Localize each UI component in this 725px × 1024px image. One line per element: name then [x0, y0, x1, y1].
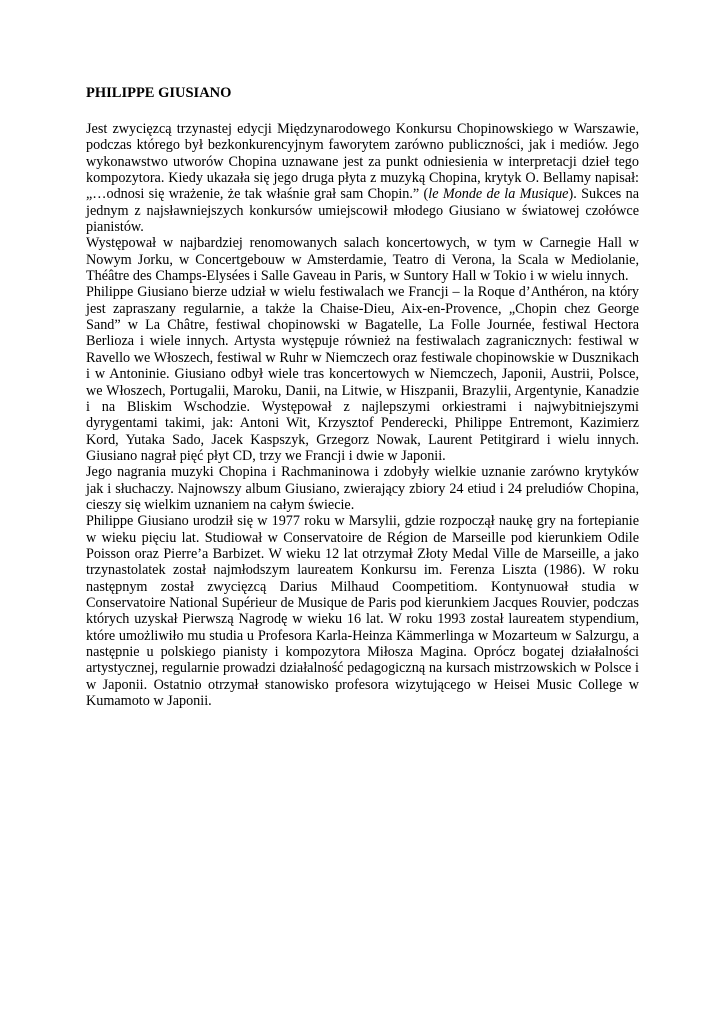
document-title: PHILIPPE GIUSIANO [86, 85, 232, 101]
paragraph-text: Jest zwycięzcą trzynastej edycji Międzynarodowego Konkursu Chopinowskiego w Warszawie, podczas którego był bezkonkurencyjnym faworytem zarówno publiczności, jak i mediów. Jego wykonawstwo utworów Chopina uznawane jest za punkt odniesienia w interpretacji dzieł tego kompozytora. Kiedy ukazała się jego druga płyta z muzyką Chopina, krytyk O. Bellamy napisał: „…odnosi się wrażenie, że tak właśnie grał sam Chopin.” ( [86, 121, 639, 203]
paragraph-education: Philippe Giusiano urodził się w 1977 roku w Marsylii, gdzie rozpoczął naukę gry na fortepianie w wieku pięciu lat. Studiował w Conservatoire de Région de Marseille pod kierunkiem Odile Poisson oraz Pierre’a Barbizet. W wieku 12 lat otrzymał Złoty Medal Ville de Marseille, a jako trzynastolatek został najmłodszym laureatem Konkursu im. Ferenza Liszta (1986). W roku następnym został zwycięzcą Darius Milhaud Coompetitiom. Kontynuował studia w Conservatoire National Supérieur de Musique de Paris pod kierunkiem Jacques Rouvier, podczas których uzyskał Pierwszą Nagrodę w wieku 16 lat. W roku 1993 został laureatem stypendium, które umożliwiło mu studia u Profesora Karla-Heinza Kämmerlinga w Mozarteum w Salzurgu, a następnie u polskiego pianisty i kompozytora Miłosza Magina. Oprócz bogatej działalności artystycznej, regularnie prowadzi działalność pedagogiczną na kursach mistrzowskich w Polsce i w Japonii. Ostatnio otrzymał stanowisko profesora wizytującego w Heisei Music College w Kumamoto w Japonii. [86, 513, 639, 710]
paragraph-concert-halls: Występował w najbardziej renomowanych salach koncertowych, w tym w Carnegie Hall w Nowym Jorku, w Concertgebouw w Amsterdamie, Teatro di Verona, la Scala w Mediolanie, Théâtre des Champs-Elysées i Salle Gaveau in Paris, w Suntory Hall w Tokio i w wielu innych. [86, 235, 639, 285]
paragraph-festivals: Philippe Giusiano bierze udział w wielu festiwalach we Francji – la Roque d’Anthéron, na który jest zapraszany regularnie, a także la Chaise-Dieu, Aix-en-Provence, „Chopin chez George Sand” w La Châtre, festiwal chopinowski w Bagatelle, La Folle Journée, festiwal Hectora Berlioza i wiele innych. Artysta występuje również na festiwalach zagranicznych: festiwal w Ravello we Włoszech, festiwal w Ruhr w Niemczech oraz festiwale chopinowskie w Dusznikach i w Antoninie. Giusiano odbył wiele tras koncertowych w Niemczech, Japonii, Austrii, Polsce, we Włoszech, Portugalii, Maroku, Danii, na Litwie, w Hiszpanii, Brazylii, Argentynie, Kanadzie i na Bliskim Wschodzie. Występował z najlepszymi orkiestrami i najwybitniejszymi dyrygentami takimi, jak: Antoni Wit, Krzysztof Penderecki, Philippe Entremont, Kazimierz Kord, Yutaka Sado, Jacek Kaspszyk, Grzegorz Nowak, Laurent Petitgirard i wielu innych. Giusiano nagrał pięć płyt CD, trzy we Francji i dwie w Japonii. [86, 284, 639, 464]
paragraph-text: ). Sukces na jednym z najsławniejszych konkursów umiejscowił młodego Giusiano w światowej czołówce pianistów. [86, 186, 639, 236]
publication-title: le Monde de la Musique [428, 186, 569, 203]
paragraph-biography-intro [86, 121, 639, 235]
document-body [86, 121, 639, 709]
paragraph-recordings: Jego nagrania muzyki Chopina i Rachmaninowa i zdobyły wielkie uznanie zarówno krytyków jak i słuchaczy. Najnowszy album Giusiano, zwierający zbiory 24 etiud i 24 preludiów Chopina, cieszy się wielkim uznaniem na całym świecie. [86, 464, 639, 513]
